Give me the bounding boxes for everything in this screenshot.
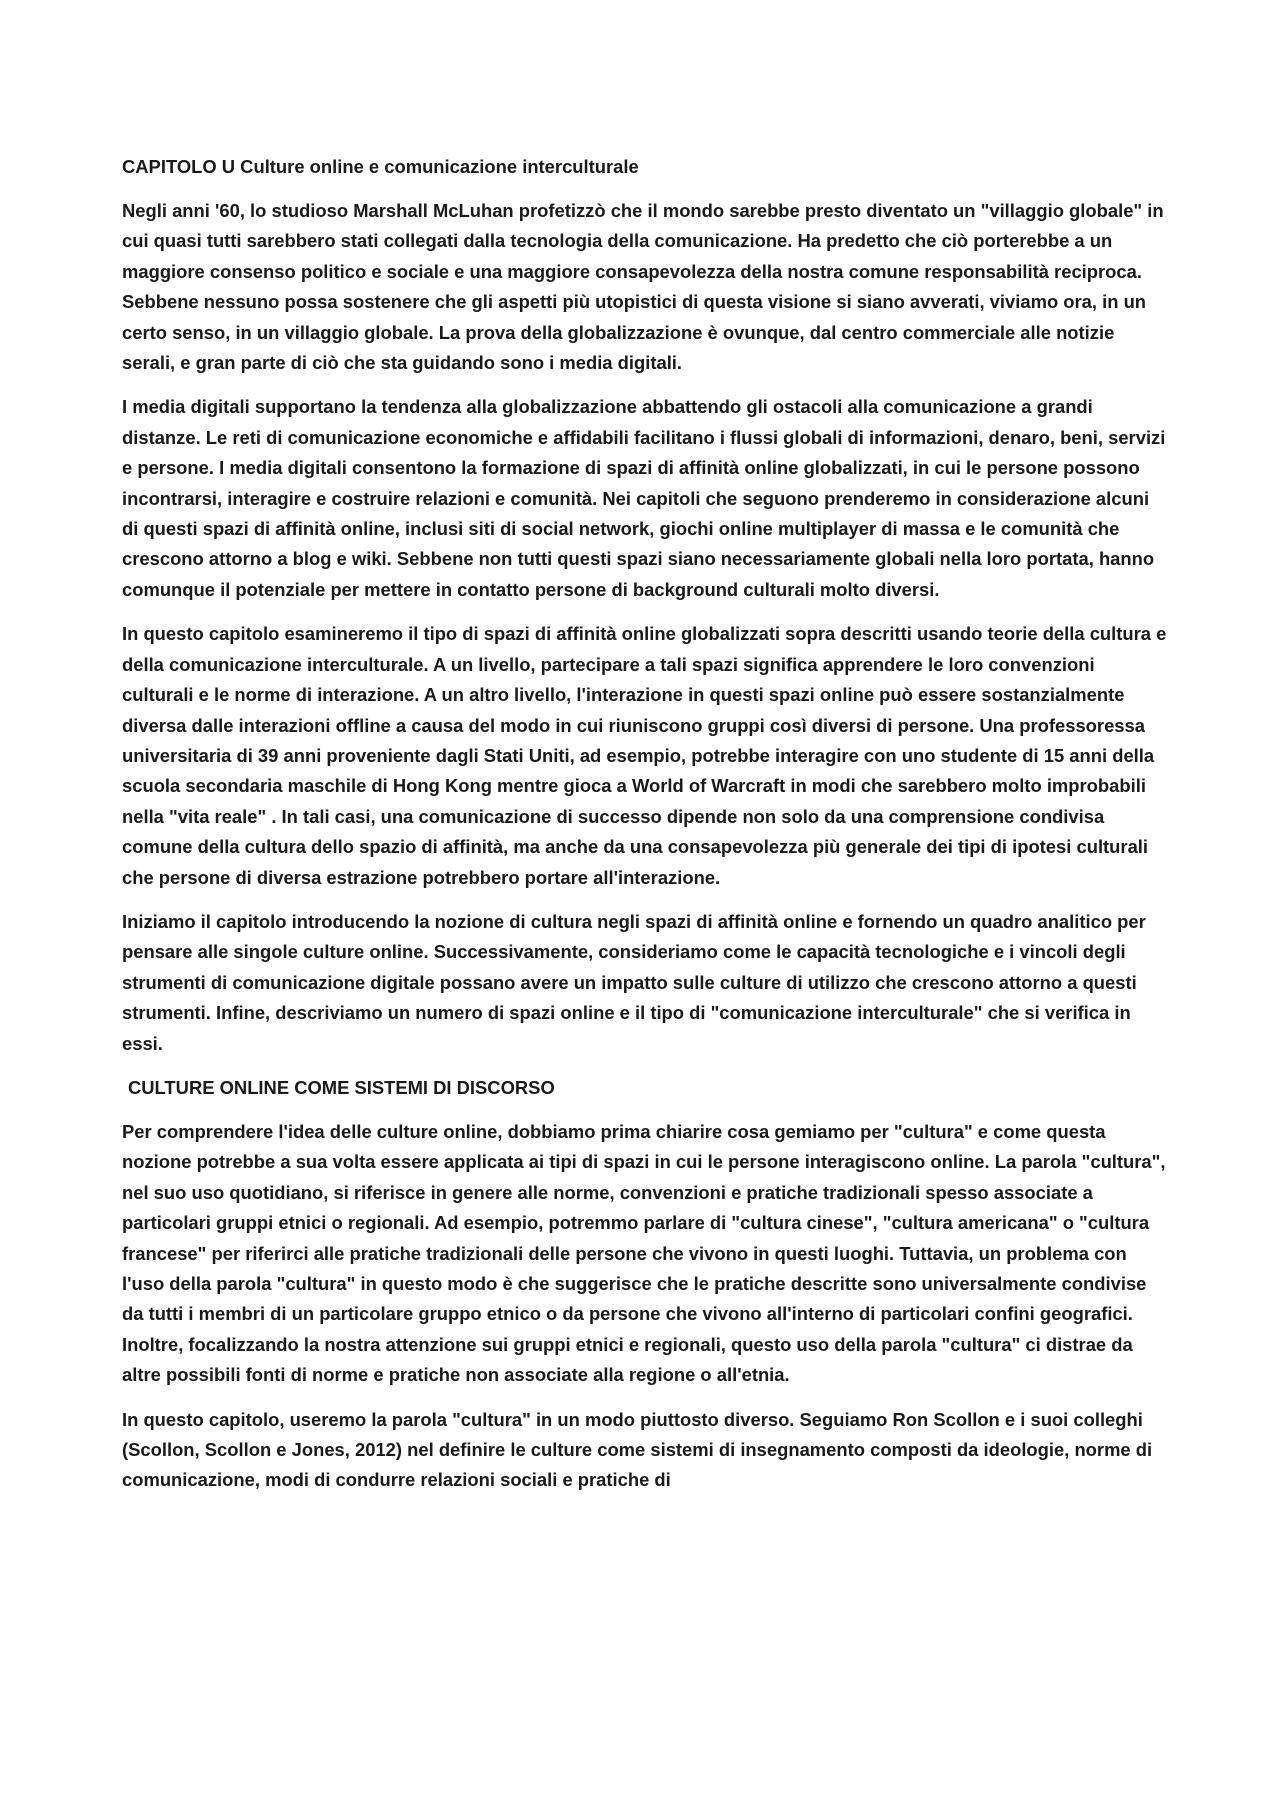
paragraph-section-2: In questo capitolo, useremo la parola "cultura" in un modo piuttosto diverso. Seguiamo Ron Scollon e i suoi colleghi (Scollon, Scollon e Jones, 2012) nel definire le culture come sistemi di insegnamento composti da ideologie, norme di comunicazione, modi di condurre relazioni sociali e pratiche di: [122, 1408, 1153, 1491]
paragraph-intro-4: Iniziamo il capitolo introducendo la nozione di cultura negli spazi di affinità online e fornendo un quadro analitico per pensare alle singole culture online. Successivamente, consideriamo come le capacità tecnologiche e i vincoli degli strumenti di comunicazione digitale possano avere un impatto sulle culture di utilizzo che crescono attorno a questi strumenti. Infine, descriviamo un numero di spazi online e il tipo di "comunicazione interculturale" che si verifica in essi.: [122, 910, 1146, 1054]
section-heading: CULTURE ONLINE COME SISTEMI DI DISCORSO: [128, 1076, 555, 1098]
paragraph-section-1: Per comprendere l'idea delle culture online, dobbiamo prima chiarire cosa gemiamo per "cultura" e come questa nozione potrebbe a sua volta essere applicata ai tipi di spazi in cui le persone interagiscono online. La parola "cultura", nel suo uso quotidiano, si riferisce in genere alle norme, convenzioni e pratiche tradizionali spesso associate a particolari gruppi etnici o regionali. Ad esempio, potremmo parlare di "cultura cinese", "cultura americana" o "cultura francese" per riferirci alle pratiche tradizionali delle persone che vivono in questi luoghi. Tuttavia, un problema con l'uso della parola "cultura" in questo modo è che suggerisce che le pratiche descritte sono universalmente condivise da tutti i membri di un particolare gruppo etnico o da persone che vivono all'interno di particolari confini geografici. Inoltre, focalizzando la nostra attenzione sui gruppi etnici e regionali, questo uso della parola "cultura" ci distrae da altre possibili fonti di norme e pratiche non associate alla regione o all'etnia.: [122, 1120, 1166, 1386]
document-page: [122, 152, 1170, 1510]
paragraph-intro-1: Negli anni '60, lo studioso Marshall McLuhan profetizzò che il mondo sarebbe presto diventato un "villaggio globale" in cui quasi tutti sarebbero stati collegati dalla tecnologia della comunicazione. Ha predetto che ciò porterebbe a un maggiore consenso politico e sociale e una maggiore consapevolezza della nostra comune responsabilità reciproca. Sebbene nessuno possa sostenere che gli aspetti più utopistici di questa visione si siano avverati, viviamo ora, in un certo senso, in un villaggio globale. La prova della globalizzazione è ovunque, dal centro commerciale alle notizie serali, e gran parte di ciò che sta guidando sono i media digitali.: [122, 200, 1164, 374]
paragraph-intro-2: I media digitali supportano la tendenza alla globalizzazione abbattendo gli ostacoli alla comunicazione a grandi distanze. Le reti di comunicazione economiche e affidabili facilitano i flussi globali di informazioni, denaro, beni, servizi e persone. I media digitali consentono la formazione di spazi di affinità online globalizzati, in cui le persone possono incontrarsi, interagire e costruire relazioni e comunità. Nei capitoli che seguono prenderemo in considerazione alcuni di questi spazi di affinità online, inclusi siti di social network, giochi online multiplayer di massa e le comunità che crescono attorno a blog e wiki. Sebbene non tutti questi spazi siano necessariamente globali nella loro portata, hanno comunque il potenziale per mettere in contatto persone di background culturali molto diversi.: [122, 396, 1166, 600]
document-title: CAPITOLO U Culture online e comunicazione interculturale: [122, 156, 639, 177]
paragraph-intro-3: In questo capitolo esamineremo il tipo di spazi di affinità online globalizzati sopra descritti usando teorie della cultura e della comunicazione interculturale. A un livello, partecipare a tali spazi significa apprendere le loro convenzioni culturali e le norme di interazione. A un altro livello, l'interazione in questi spazi online può essere sostanzialmente diversa dalle interazioni offline a causa del modo in cui riuniscono gruppi così diversi di persone. Una professoressa universitaria di 39 anni proveniente dagli Stati Uniti, ad esempio, potrebbe interagire con uno studente di 15 anni della scuola secondaria maschile di Hong Kong mentre gioca a World of Warcraft in modi che sarebbero molto improbabili nella "vita reale" . In tali casi, una comunicazione di successo dipende non solo da una comprensione condivisa comune della cultura dello spazio di affinità, ma anche da una consapevolezza più generale dei tipi di ipotesi culturali che persone di diversa estrazione potrebbero portare all'interazione.: [122, 623, 1167, 888]
